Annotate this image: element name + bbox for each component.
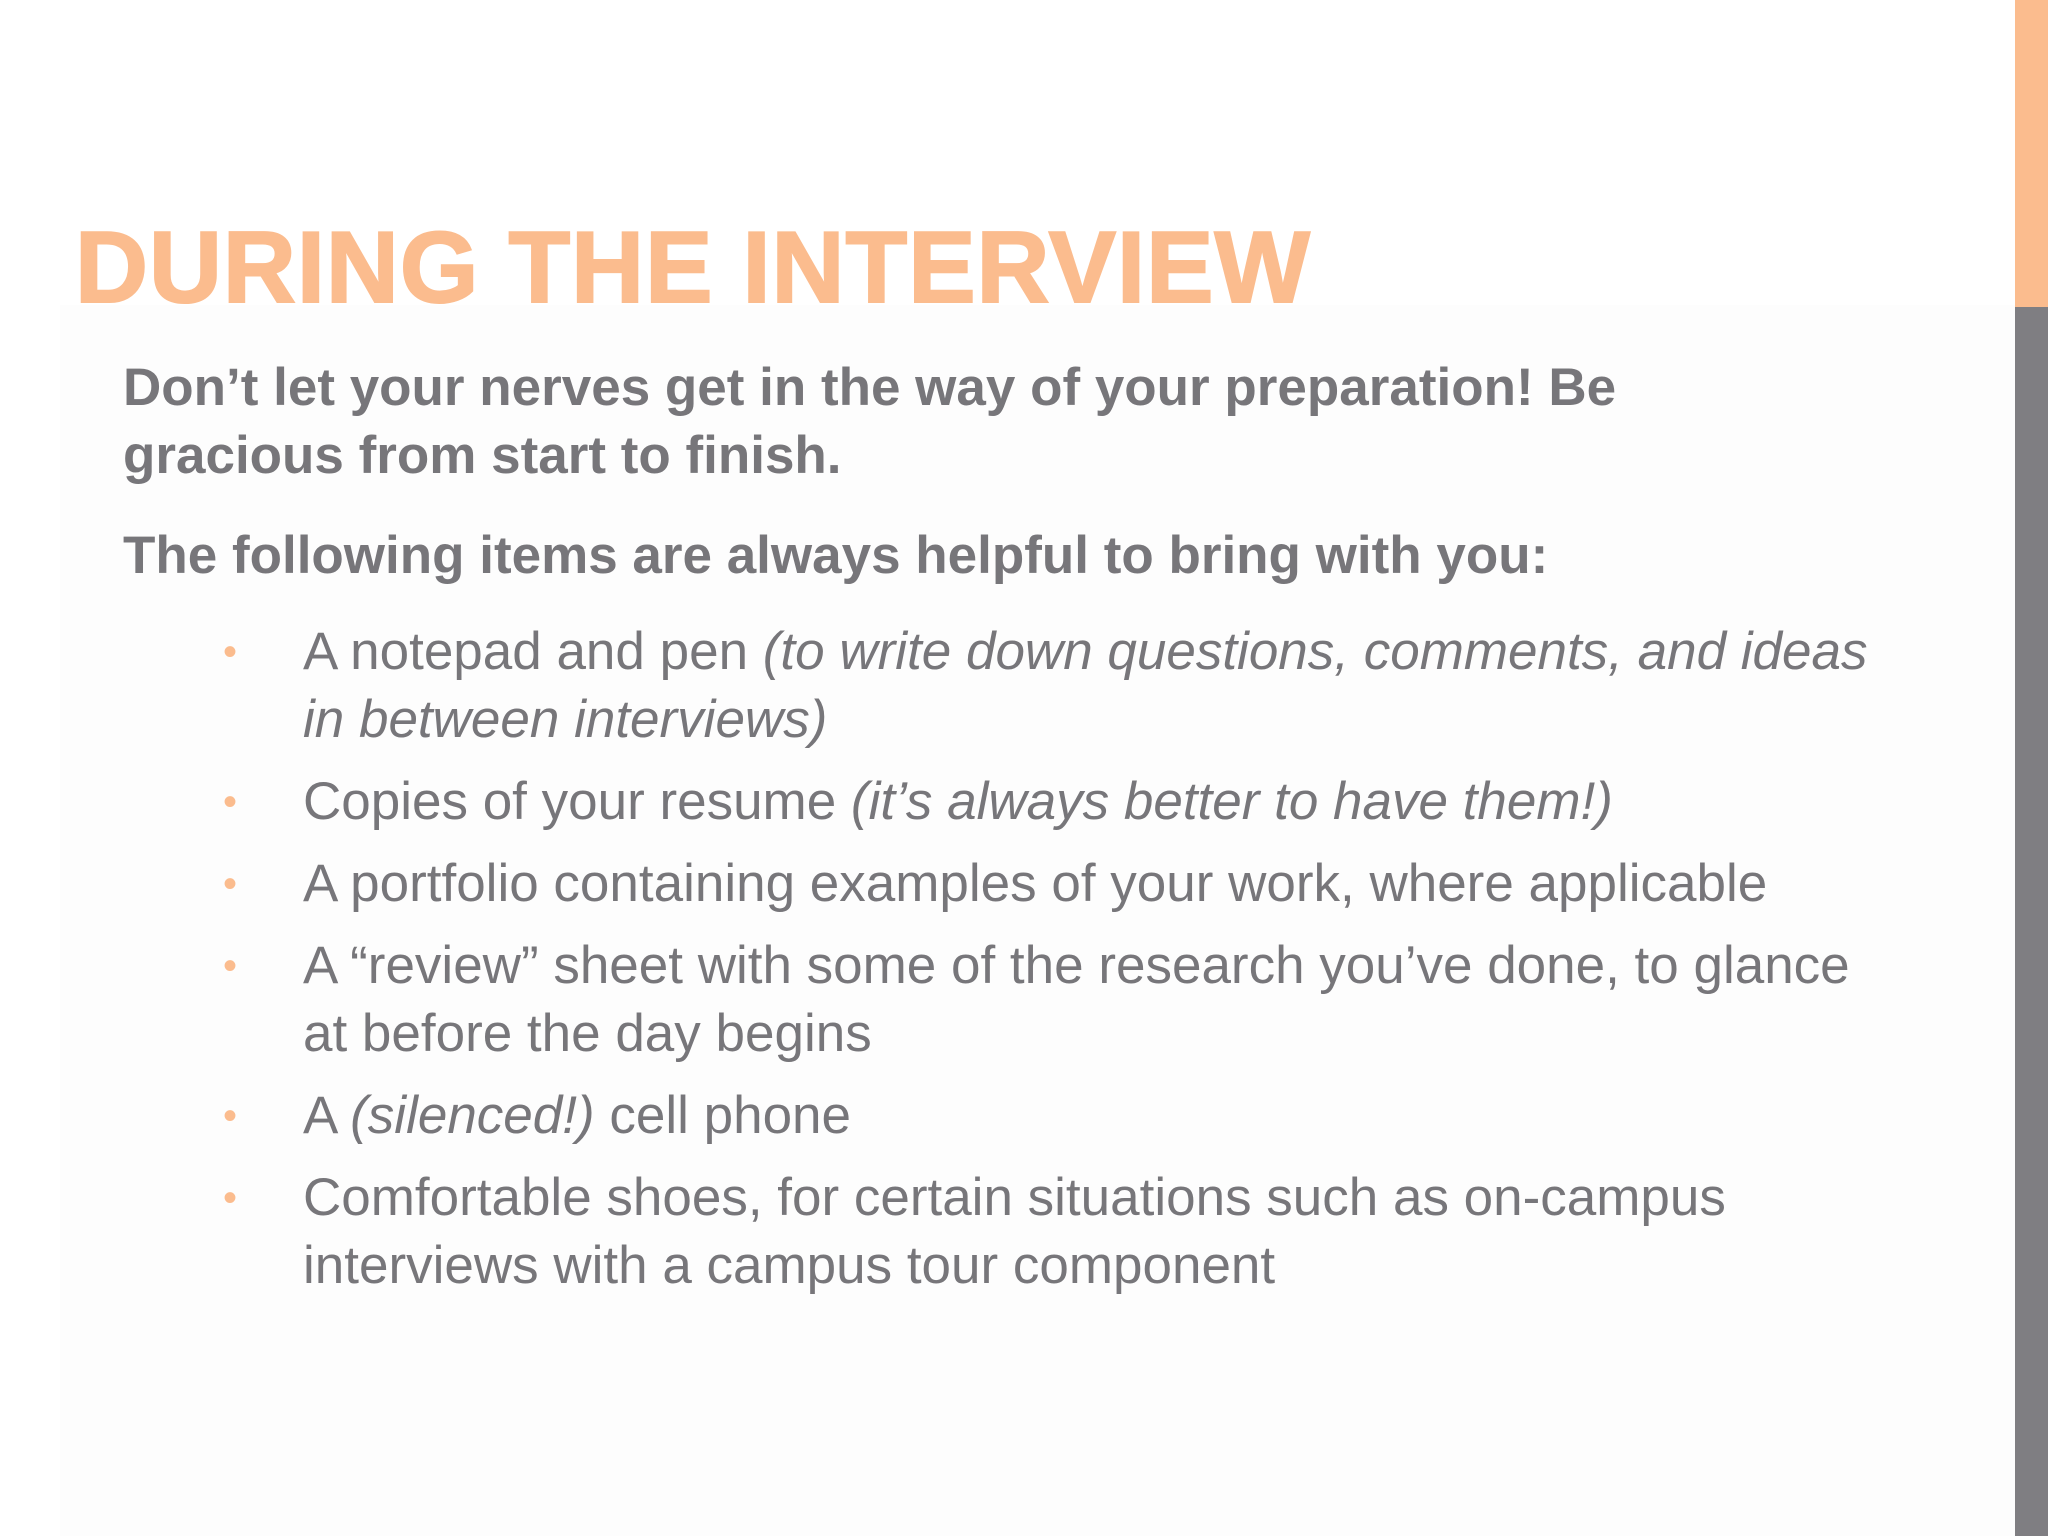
bullet-item-shoes <box>123 1164 1903 1300</box>
items-heading: The following items are always helpful to bring with you: <box>123 526 1549 585</box>
bullet-dot-icon: • <box>223 1094 238 1138</box>
bullet-text: A “review” sheet with some of the research you’ve done, to glance at before the day begins <box>303 936 1850 1063</box>
bullet-item-resume <box>123 768 1903 836</box>
bullet-dot-icon: • <box>223 1176 238 1220</box>
bullet-list <box>123 618 1868 1300</box>
bullet-item-portfolio <box>123 850 1903 918</box>
bullet-text-tail: cell phone <box>594 1086 851 1145</box>
intro-paragraph: Don’t let your nerves get in the way of your preparation! Be gracious from start to finish. <box>123 358 1617 485</box>
bullet-dot-icon: • <box>223 630 238 674</box>
bullet-dot-icon: • <box>223 862 238 906</box>
slide-title: DURING THE INTERVIEW <box>75 212 1311 324</box>
bullet-item-notepad <box>123 618 1903 754</box>
bullet-dot-icon: • <box>223 944 238 988</box>
bullet-italic-note: (silenced!) <box>350 1086 595 1145</box>
bullet-text: A notepad and pen <box>303 622 763 681</box>
bullet-italic-note: (it’s always better to have them!) <box>850 772 1613 831</box>
bullet-dot-icon: • <box>223 780 238 824</box>
bullet-item-review-sheet <box>123 932 1903 1068</box>
bullet-text: A <box>303 1086 351 1145</box>
slide-body <box>123 354 1868 1314</box>
accent-bar-gray <box>2015 307 2048 1536</box>
bullet-text: Copies of your resume <box>303 772 851 831</box>
bullet-italic-note: (to write down questions, comments, and ideas in between interviews) <box>303 622 1868 749</box>
bullet-text: Comfortable shoes, for certain situations such as on-campus interviews with a campus tour component <box>303 1168 1726 1295</box>
bullet-item-cell-phone <box>123 1082 1903 1150</box>
accent-bar-orange <box>2015 0 2048 307</box>
bullet-text: A portfolio containing examples of your work, where applicable <box>303 854 1768 913</box>
